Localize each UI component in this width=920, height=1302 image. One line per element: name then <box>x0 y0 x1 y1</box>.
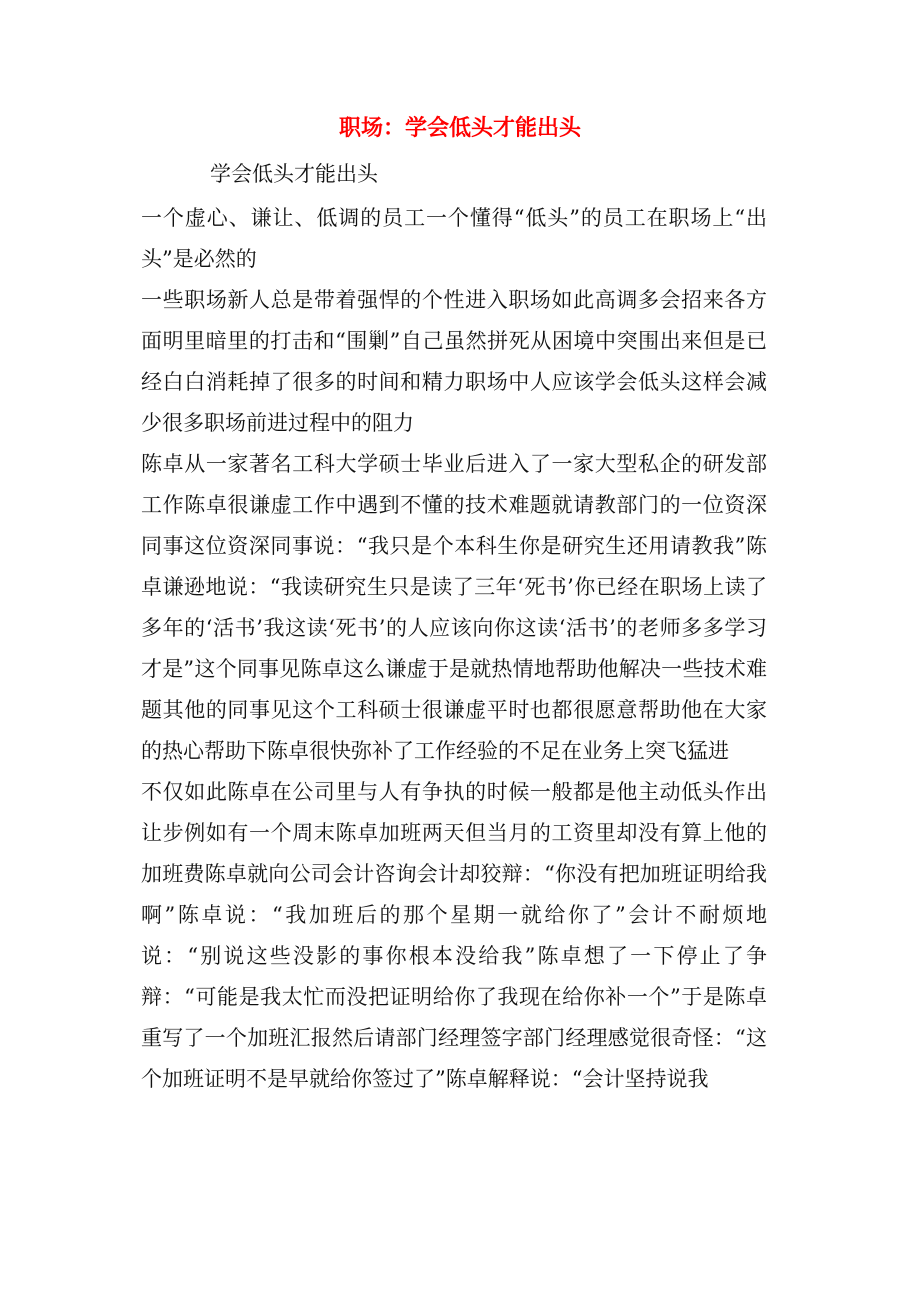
document-subtitle: 学会低头才能出头 <box>210 162 378 186</box>
page-title: 职场：学会低头才能出头 <box>338 115 581 141</box>
paragraph-4: 不仅如此陈卓在公司里与人有争执的时候一般都是他主动低头作出让步例如有一个周末陈卓加班两天但当月的工资里却没有算上他的加班费陈卓就向公司会计咨询会计却狡辩：“你没有把加班证明给我啊”陈卓说：“我加班后的那个星期一就给你了”会计不耐烦地说：“别说这些没影的事你根本没给我”陈卓想了一下停止了争辩：“可能是我太忙而没把证明给你了我现在给你补一个”于是陈卓重写了一个加班汇报然后请部门经理签字部门经理感觉很奇怪：“这个加班证明不是早就给你签过了”陈卓解释说：“会计坚持说我 <box>141 780 767 1091</box>
paragraph-3: 陈卓从一家著名工科大学硕士毕业后进入了一家大型私企的研发部工作陈卓很谦虚工作中遇到不懂的技术难题就请教部门的一位资深同事这位资深同事说：“我只是个本科生你是研究生还用请教我”陈卓谦逊地说：“我读研究生只是读了三年‘死书’你已经在职场上读了多年的‘活书’我这读‘死书’的人应该向你这读‘活书’的老师多多学习才是”这个同事见陈卓这么谦虚于是就热情地帮助他解决一些技术难题其他的同事见这个工科硕士很谦虚平时也都很愿意帮助他在大家的热心帮助下陈卓很快弥补了工作经验的不足在业务上突飞猛进 <box>141 452 767 763</box>
document-body <box>141 198 767 1100</box>
paragraph-2: 一些职场新人总是带着强悍的个性进入职场如此高调多会招来各方面明里暗里的打击和“围剿”自己虽然拼死从困境中突围出来但是已经白白消耗掉了很多的时间和精力职场中人应该学会低头这样会减少很多职场前进过程中的阻力 <box>141 288 767 435</box>
paragraph-1: 一个虚心、谦让、低调的员工一个懂得“低头”的员工在职场上“出头”是必然的 <box>141 206 767 271</box>
